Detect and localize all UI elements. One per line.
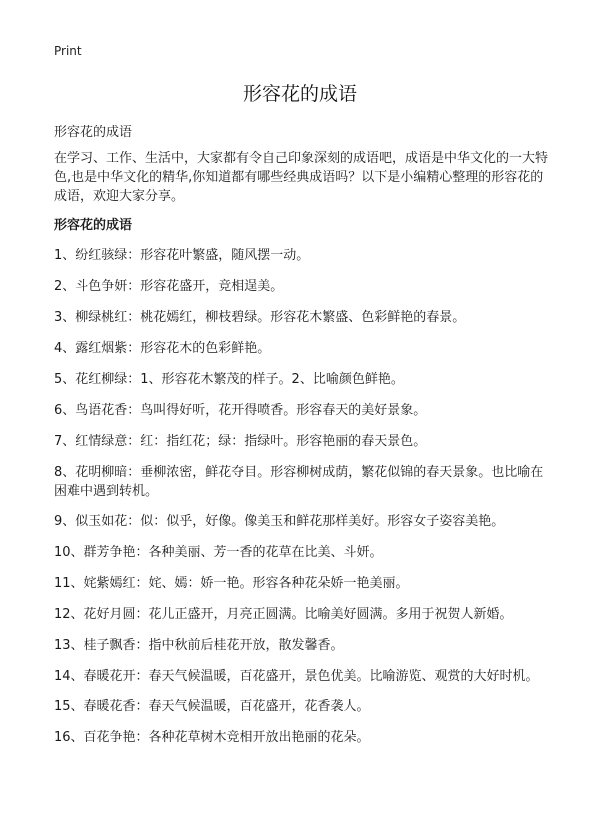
idiom-item: 1、纷红骇绿：形容花叶繁盛，随风摆一动。 [54, 248, 310, 263]
idiom-item: 11、姹紫嫣红：姹、嫣：娇一艳。形容各种花朵娇一艳美丽。 [54, 576, 409, 591]
print-link[interactable]: Print [54, 44, 82, 58]
article-subtitle: 形容花的成语 [54, 125, 133, 140]
idiom-item: 14、春暖花开：春天气候温暖，百花盛开，景色优美。比喻游览、观赏的大好时机。 [54, 669, 539, 684]
idiom-item: 5、花红柳绿：1、形容花木繁茂的样子。2、比喻颜色鲜艳。 [54, 372, 404, 387]
idiom-item: 3、柳绿桃红：桃花嫣红，柳枝碧绿。形容花木繁盛、色彩鲜艳的春景。 [54, 310, 466, 325]
idiom-item: 8、花明柳暗：垂柳浓密，鲜花夺目。形容柳树成荫，繁花似锦的春天景象。也比喻在困难中遇到转机。 [54, 465, 544, 499]
idiom-item: 12、花好月圆：花儿正盛开，月亮正圆满。比喻美好圆满。多用于祝贺人新婚。 [54, 607, 513, 622]
idiom-item: 6、鸟语花香：鸟叫得好听，花开得喷香。形容春天的美好景象。 [54, 403, 427, 418]
section-heading: 形容花的成语 [54, 218, 133, 233]
idiom-list [54, 246, 550, 759]
idiom-item: 2、斗色争妍：形容花盛开，竞相逞美。 [54, 279, 284, 294]
intro-paragraph: 在学习、工作、生活中，大家都有令自己印象深刻的成语吧，成语是中华文化的一大特色,也是中华文化的精华,你知道都有哪些经典成语吗？以下是小编精心整理的形容花的成语，欢迎大家分享。 [54, 151, 549, 204]
idiom-item: 9、似玉如花：似：似乎，好像。像美玉和鲜花那样美好。形容女子姿容美艳。 [54, 514, 505, 529]
idiom-item: 10、群芳争艳：各种美丽、芳一香的花草在比美、斗妍。 [54, 545, 383, 560]
idiom-item: 15、春暖花香：春天气候温暖，百花盛开，花香袭人。 [54, 699, 370, 714]
idiom-item: 7、红情绿意：红：指红花；绿：指绿叶。形容艳丽的春天景色。 [54, 434, 427, 449]
idiom-item: 16、百花争艳：各种花草树木竞相开放出艳丽的花朵。 [54, 730, 370, 745]
page-title: 形容花的成语 [242, 83, 357, 105]
idiom-item: 4、露红烟紫：形容花木的色彩鲜艳。 [54, 341, 271, 356]
idiom-item: 13、桂子飘香：指中秋前后桂花开放，散发馨香。 [54, 638, 344, 653]
